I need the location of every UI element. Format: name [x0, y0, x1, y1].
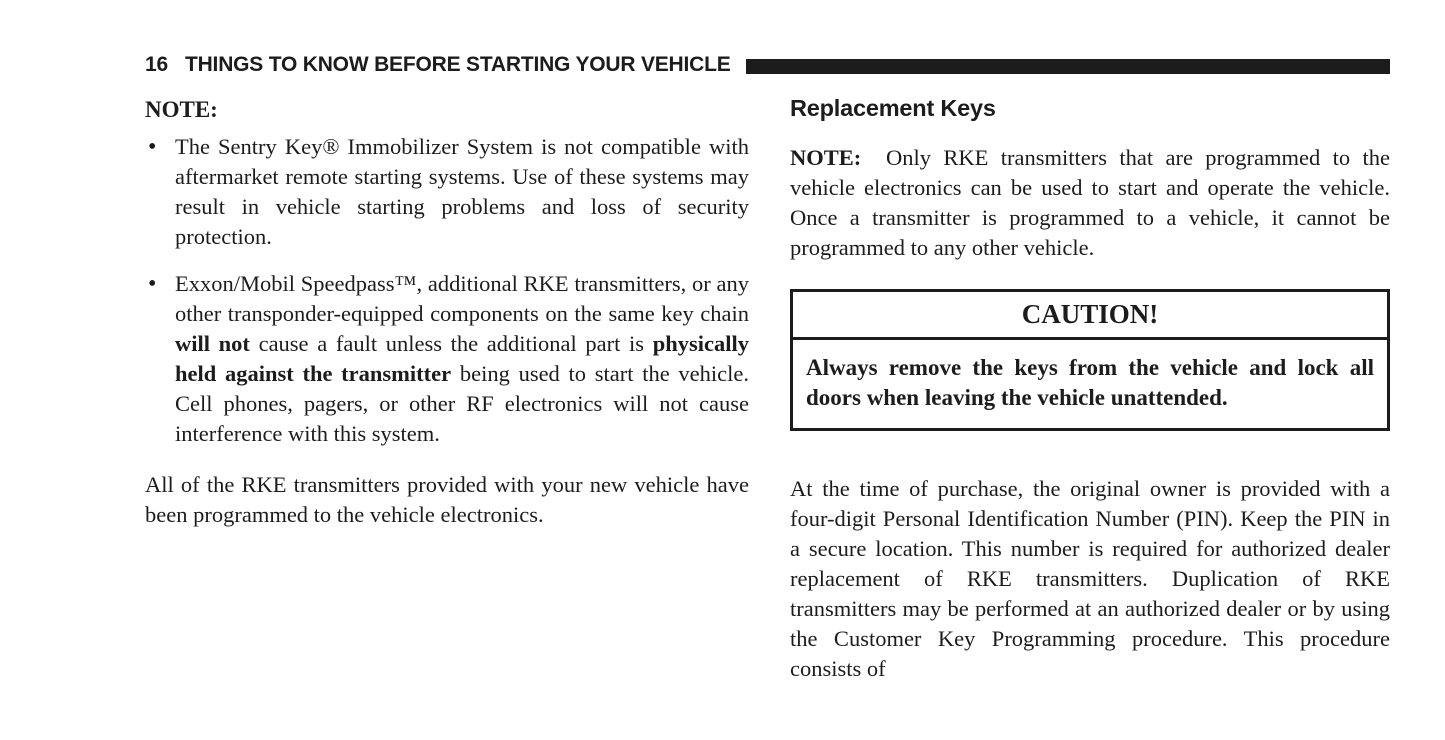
caution-title: CAUTION!: [793, 292, 1387, 340]
replacement-note-paragraph: NOTE: Only RKE transmitters that are programmed to the vehicle electronics can be used to start and operate the vehicle. Once a transmitter is programmed to a vehicle, it cannot be programmed to any other vehicle.: [790, 145, 1390, 260]
bullet-text: Exxon/Mobil Speedpass™, additional RKE transmitters, or any other transponder-equipped components on the same key chain will not cause a fault unless the additional part is physically held against the transmitter being used to start the vehicle. Cell phones, pagers, or other RF electronics will not cause interference with this system.: [175, 271, 749, 446]
note-bullet-list: [145, 132, 749, 449]
rke-programmed-paragraph: All of the RKE transmitters provided with your new vehicle have been programmed to the vehicle electronics.: [145, 472, 749, 527]
page-number: 16: [145, 53, 168, 76]
replacement-keys-heading: Replacement Keys: [790, 95, 996, 121]
right-column: [790, 94, 1390, 684]
section-title: THINGS TO KNOW BEFORE STARTING YOUR VEHICLE: [184, 53, 731, 76]
page-header: [145, 53, 1390, 77]
left-column: [145, 96, 749, 530]
caution-box: [790, 289, 1390, 431]
bullet-item-speedpass: [145, 269, 749, 449]
header-rule-bar: [746, 59, 1390, 74]
caution-body: Always remove the keys from the vehicle and lock all doors when leaving the vehicle unattended.: [806, 355, 1374, 410]
bullet-text: The Sentry Key® Immobilizer System is not compatible with aftermarket remote starting systems. Use of these systems may result in vehicle starting problems and loss of security protection.: [175, 134, 749, 249]
bullet-item-sentry-key: [145, 132, 749, 252]
pin-paragraph: At the time of purchase, the original owner is provided with a four-digit Personal Identification Number (PIN). Keep the PIN in a secure location. This number is required for authorized dealer replacement of RKE transmitters. Duplication of RKE transmitters may be performed at an authorized dealer or by using the Customer Key Programming procedure. This procedure consists of: [790, 476, 1390, 681]
note-label: NOTE:: [145, 97, 218, 122]
